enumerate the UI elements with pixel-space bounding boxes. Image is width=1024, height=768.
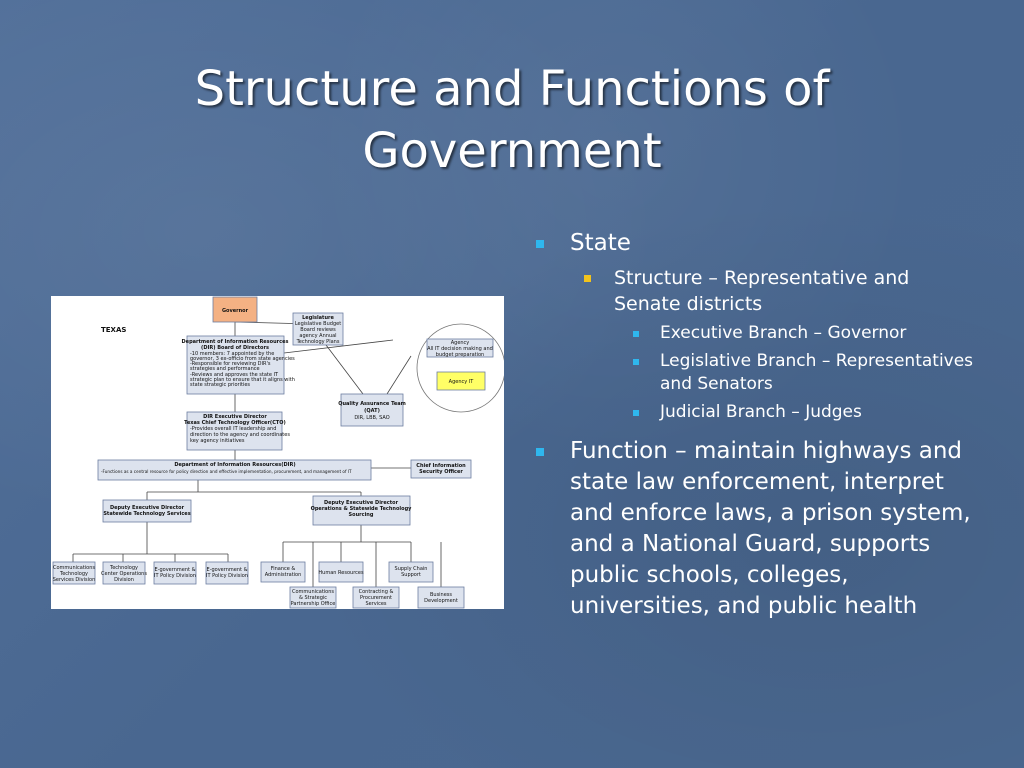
legislature-line: Technology Plans [296,339,340,345]
agency-line: budget preparation [435,352,485,358]
bullet-text: Legislative Branch – Representatives and Senators [660,351,974,394]
bullet-text: State [570,230,631,256]
division-box: Supply Chain [394,566,428,572]
board-line: -Responsible for reviewing DIR's [190,361,271,367]
board-line: strategies and performance [190,366,260,372]
bullet-text: Structure – Representative and Senate districts [614,267,910,315]
division-box: Contracting & [358,589,394,595]
board-line: -10 members: 7 appointed by the [190,351,275,357]
bullet-text: Function – maintain highways and state law enforcement, interpret and enforce laws, a prison system, and a National Guard, supports public schools, colleges, universities, and public health [570,438,971,619]
bullet-judicial [530,401,980,424]
board-box: Department of Information Resources [181,339,289,345]
board-line: (DIR) Board of Directors [201,345,269,351]
cto-line: Texas Chief Technology Officer(CTO) [184,420,286,426]
qat-line: (QAT) [364,408,380,414]
governor-box: Governor [221,308,249,314]
bullet-state [530,228,980,259]
legislature-line: agency Annual [299,333,337,339]
deputy-sts-line: Statewide Technology Services [103,511,191,517]
deputy-ops-line: Sourcing [348,512,374,518]
legislature-line: Board reviews [300,327,336,333]
agency-box: Agency [450,340,470,346]
qat-box: Quality Assurance Team [338,401,406,407]
bullet-square-icon [584,275,591,282]
bullet-list [530,228,980,622]
bullet-structure [530,265,980,317]
bullet-text: Executive Branch – Governor [660,323,907,343]
division-box: E-government & [206,567,248,573]
division-line: Administration [264,572,302,578]
division-line: Development [424,598,458,604]
cto-line: direction to the agency and coordinates [190,432,290,438]
board-line: -Reviews and approves the state IT [190,372,279,378]
org-chart-svg [51,296,504,609]
division-line: & Strategic [298,595,328,601]
bullet-square-icon [633,410,639,416]
division-line: Procurement [360,595,392,601]
division-box: Communications [52,565,96,571]
dir-line: -Functions as a central resource for policy direction and effective implementation, procurement, and management of IT [101,469,352,474]
dir-box: Department of Information Resources(DIR) [174,462,296,468]
ciso-line: Security Officer [419,469,463,475]
deputy-ops-line: Operations & Statewide Technology [310,506,412,512]
bullet-function [530,436,980,622]
slide-title: Structure and Functions of Government [194,61,830,179]
bullet-square-icon [633,359,639,365]
qat-line: DIR, LBB, SAO [354,415,390,421]
division-box: E-government & [154,567,196,573]
division-box: Business [429,592,453,598]
deputy-ops-box: Deputy Executive Director [323,500,399,506]
division-box: Finance & [270,566,296,572]
legislature-box: Legislature [302,315,334,321]
deputy-sts-box: Deputy Executive Director [109,505,185,511]
division-line: IT Policy Division [154,573,196,579]
division-line: Services [365,601,387,607]
ciso-box: Chief Information [416,463,466,469]
cto-box: DIR Executive Director [203,414,267,420]
agency-line: All IT decision making and [427,346,493,352]
bullet-square-icon [633,331,639,337]
org-state-label: TEXAS [101,326,127,334]
division-box: Technology [109,565,139,571]
division-line: Services Division [52,577,96,583]
bullet-square-icon [536,448,544,456]
board-line: state strategic priorities [190,382,251,388]
bullet-text: Judicial Branch – Judges [660,402,862,422]
board-line: governor, 3 ex-officio from state agencies [190,356,295,362]
bullet-executive [530,322,980,345]
cto-line: -Provides overall IT leadership and [190,426,277,432]
bullet-square-icon [536,240,544,248]
bullet-legislative [530,350,980,396]
division-line: Division [114,577,134,583]
legislature-line: Legislative Budget [294,321,342,327]
division-line: Technology [59,571,89,577]
board-line: strategic plan to ensure that it aligns with [190,377,295,383]
org-chart-image [51,296,504,609]
division-line: Support [401,572,421,578]
division-line: Center Operations [101,571,147,577]
division-box: Communications [291,589,335,595]
division-line: IT Policy Division [206,573,248,579]
agency-it-box: Agency IT [448,379,474,385]
division-box: Human Resources [318,570,364,576]
cto-line: key agency initiatives [190,438,245,444]
division-line: Partnership Office [290,601,336,607]
